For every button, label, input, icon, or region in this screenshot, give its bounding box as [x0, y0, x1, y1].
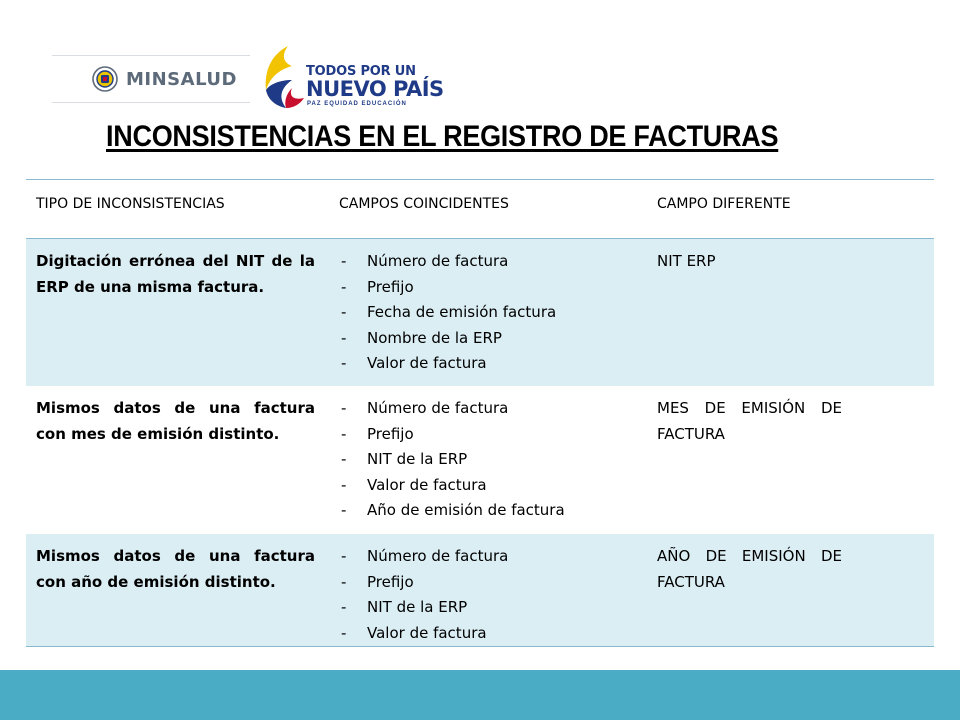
different-field [655, 386, 934, 534]
inconsistencies-table [26, 179, 934, 647]
colombia-flag-swoosh-icon [262, 44, 306, 110]
matching-fields [329, 239, 655, 386]
list-item: - Número de factura [339, 249, 645, 275]
table-header-row [26, 180, 934, 239]
list-item: - NIT de la ERP [339, 447, 645, 473]
list-item: - Número de factura [339, 396, 645, 422]
different-field-text: NIT ERP [657, 252, 716, 270]
list-item: - Prefijo [339, 570, 645, 596]
colombia-shield-icon [92, 66, 118, 92]
inconsistency-type: Mismos datos de una factura con año de emisión distinto. [36, 547, 315, 591]
table-row [26, 386, 934, 534]
table-header-cell: TIPO DE INCONSISTENCIAS [36, 196, 225, 212]
list-item: - Valor de factura [339, 351, 645, 377]
list-item: - Nombre de la ERP [339, 326, 645, 352]
different-field [655, 239, 934, 386]
tpun-logo-line3: PAZ EQUIDAD EDUCACIÓN [307, 101, 407, 107]
different-field-text: AÑO DE EMISIÓN DE FACTURA [657, 547, 842, 591]
inconsistency-type: Digitación errónea del NIT de la ERP de una misma factura. [36, 252, 315, 296]
table-row [26, 239, 934, 386]
matching-fields [329, 534, 655, 646]
list-item: - Prefijo [339, 422, 645, 448]
table-header-cell: CAMPO DIFERENTE [657, 196, 791, 212]
inconsistency-type: Mismos datos de una factura con mes de emisión distinto. [36, 399, 315, 443]
todos-por-un-nuevo-pais-logo [262, 44, 444, 110]
list-item: - Año de emisión de factura [339, 498, 645, 524]
different-field-text: MES DE EMISIÓN DE FACTURA [657, 399, 842, 443]
table-header-cell: CAMPOS COINCIDENTES [339, 196, 509, 212]
slide-title: INCONSISTENCIAS EN EL REGISTRO DE FACTURAS [106, 120, 779, 153]
list-item: - Prefijo [339, 275, 645, 301]
minsalud-logo [52, 55, 250, 103]
minsalud-logo-text: MINSALUD [126, 68, 237, 90]
different-field [655, 534, 934, 646]
list-item: - NIT de la ERP [339, 595, 645, 621]
list-item: - Valor de factura [339, 473, 645, 499]
list-item: - Fecha de emisión factura [339, 300, 645, 326]
matching-fields [329, 386, 655, 534]
footer-band [0, 670, 960, 720]
list-item: - Número de factura [339, 544, 645, 570]
tpun-logo-line2: NUEVO PAÍS [306, 77, 444, 101]
tpun-logo-line1: TODOS POR UN [306, 64, 416, 79]
list-item: - Valor de factura [339, 621, 645, 647]
table-row [26, 534, 934, 647]
